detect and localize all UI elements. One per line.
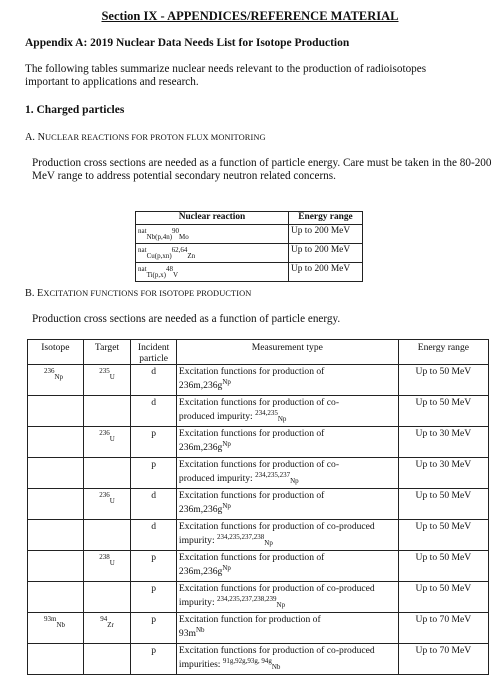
- reaction-cell: $^{nat}_{Cu(p,xn)}^{62,64}_{Zn}$: [136, 244, 289, 263]
- energy-range-cell: Up to 50 MeV: [398, 582, 488, 613]
- target-cell: $^{94}_{Zr}$: [83, 613, 131, 644]
- isotope-cell: $^{236}_{Np}$: [28, 365, 84, 396]
- energy-range-cell: Up to 50 MeV: [398, 365, 488, 396]
- energy-range-cell: Up to 70 MeV: [398, 644, 488, 675]
- table-row: [28, 551, 489, 582]
- proton-flux-table: [135, 211, 363, 282]
- isotope-cell: $^{93m}_{Nb}$: [28, 613, 84, 644]
- table-row: [28, 427, 489, 458]
- table-row: [136, 244, 363, 263]
- subsection-a-body: Production cross sections are needed as a function of particle energy. Care must be taken in the 80-200 MeV range to address potential secondary neutron related concerns.: [32, 157, 492, 182]
- measurement-type-cell: Excitation functions for production of co-produced impurities: $^{91g,92g,93g, 94g}_{Nb}$: [176, 644, 398, 675]
- target-cell: [83, 458, 131, 489]
- isotope-cell: [28, 396, 84, 427]
- appendix-title: Appendix A: 2019 Nuclear Data Needs List for Isotope Production: [25, 37, 350, 49]
- table-row: [136, 225, 363, 244]
- measurement-type-cell: Excitation functions for production of $236m,236g^{Np}$: [176, 427, 398, 458]
- table-row: [28, 613, 489, 644]
- table-row: [28, 458, 489, 489]
- subsection-b-heading: [25, 288, 251, 299]
- target-cell: $^{236}_U$: [83, 427, 131, 458]
- incident-particle-cell: p: [131, 551, 177, 582]
- measurement-type-cell: Excitation functions for production of $236m,236g^{Np}$: [176, 489, 398, 520]
- target-cell: [83, 582, 131, 613]
- table-row: [28, 520, 489, 551]
- incident-particle-cell: d: [131, 396, 177, 427]
- measurement-type-cell: Excitation functions for production of co-produced impurity: $^{234,235,237,238}_{Np}$: [176, 520, 398, 551]
- target-cell: [83, 396, 131, 427]
- reaction-cell: $^{nat}_{Nb(p,4n)}^{90}_{Mo}$: [136, 225, 289, 244]
- measurement-type-cell: Excitation functions for production of co- produced impurity: $^{234,235,237}_{Np}$: [176, 458, 398, 489]
- intro-paragraph: The following tables summarize nuclear needs relevant to the production of radioisotopes important to applications and research.: [25, 63, 427, 88]
- energy-range-cell: Up to 30 MeV: [398, 458, 488, 489]
- table-row: [28, 582, 489, 613]
- subsection-rest: XCITATION FUNCTIONS FOR ISOTOPE PRODUCTION: [43, 289, 252, 298]
- column-header: Target: [83, 340, 131, 365]
- target-cell: $^{235}_U$: [83, 365, 131, 396]
- incident-particle-cell: p: [131, 582, 177, 613]
- column-header: Incident particle: [131, 340, 177, 365]
- energy-range-cell: Up to 50 MeV: [398, 520, 488, 551]
- measurement-type-cell: Excitation functions for production of $236m,236g^{Np}$: [176, 365, 398, 396]
- isotope-cell: [28, 551, 84, 582]
- energy-cell: Up to 200 MeV: [289, 263, 363, 282]
- energy-range-cell: Up to 50 MeV: [398, 551, 488, 582]
- measurement-type-cell: Excitation functions for production of $236m,236g^{Np}$: [176, 551, 398, 582]
- energy-range-cell: Up to 30 MeV: [398, 427, 488, 458]
- subsection-initial: E: [37, 288, 44, 299]
- subsection-letter: B.: [25, 288, 35, 299]
- subsection-initial: N: [37, 132, 46, 143]
- table-header-row: [136, 212, 363, 225]
- incident-particle-cell: p: [131, 427, 177, 458]
- reaction-cell: $^{nat}_{Ti(p,x)}^{48}_V$: [136, 263, 289, 282]
- energy-range-cell: Up to 50 MeV: [398, 489, 488, 520]
- target-cell: $^{236}_U$: [83, 489, 131, 520]
- column-header: Energy range: [289, 212, 363, 225]
- table-row: [28, 365, 489, 396]
- measurement-type-cell: Excitation functions for production of co- produced impurity: $^{234,235}_{Np}$: [176, 396, 398, 427]
- measurement-type-cell: Excitation functions for production of co-produced impurity: $^{234,235,237,238,239}_{Np}$: [176, 582, 398, 613]
- column-header: Measurement type: [176, 340, 398, 365]
- incident-particle-cell: d: [131, 365, 177, 396]
- column-header: Isotope: [28, 340, 84, 365]
- incident-particle-cell: p: [131, 458, 177, 489]
- energy-cell: Up to 200 MeV: [289, 225, 363, 244]
- target-cell: [83, 644, 131, 675]
- isotope-cell: [28, 458, 84, 489]
- incident-particle-cell: d: [131, 489, 177, 520]
- energy-range-cell: Up to 70 MeV: [398, 613, 488, 644]
- incident-particle-cell: p: [131, 613, 177, 644]
- target-cell: [83, 520, 131, 551]
- subsection-letter: A.: [25, 132, 36, 143]
- section-title: Section IX - APPENDICES/REFERENCE MATERIAL: [101, 9, 399, 23]
- table-row: [28, 489, 489, 520]
- incident-particle-cell: p: [131, 644, 177, 675]
- isotope-cell: [28, 582, 84, 613]
- section-heading: 1. Charged particles: [25, 104, 125, 116]
- table-header-row: [28, 340, 489, 365]
- table-row: [28, 396, 489, 427]
- subsection-a-heading: [25, 132, 266, 143]
- isotope-cell: [28, 427, 84, 458]
- energy-range-cell: Up to 50 MeV: [398, 396, 488, 427]
- isotope-cell: [28, 520, 84, 551]
- incident-particle-cell: d: [131, 520, 177, 551]
- target-cell: $^{238}_U$: [83, 551, 131, 582]
- measurement-type-cell: Excitation function for production of $93m^{Nb}$: [176, 613, 398, 644]
- excitation-functions-table: [27, 339, 489, 675]
- energy-cell: Up to 200 MeV: [289, 244, 363, 263]
- table-row: [136, 263, 363, 282]
- isotope-cell: [28, 489, 84, 520]
- subsection-b-body: Production cross sections are needed as a function of particle energy.: [32, 313, 341, 325]
- column-header: Energy range: [398, 340, 488, 365]
- isotope-cell: [28, 644, 84, 675]
- subsection-rest: UCLEAR REACTIONS FOR PROTON FLUX MONITORING: [45, 133, 266, 142]
- column-header: Nuclear reaction: [136, 212, 289, 225]
- table-row: [28, 644, 489, 675]
